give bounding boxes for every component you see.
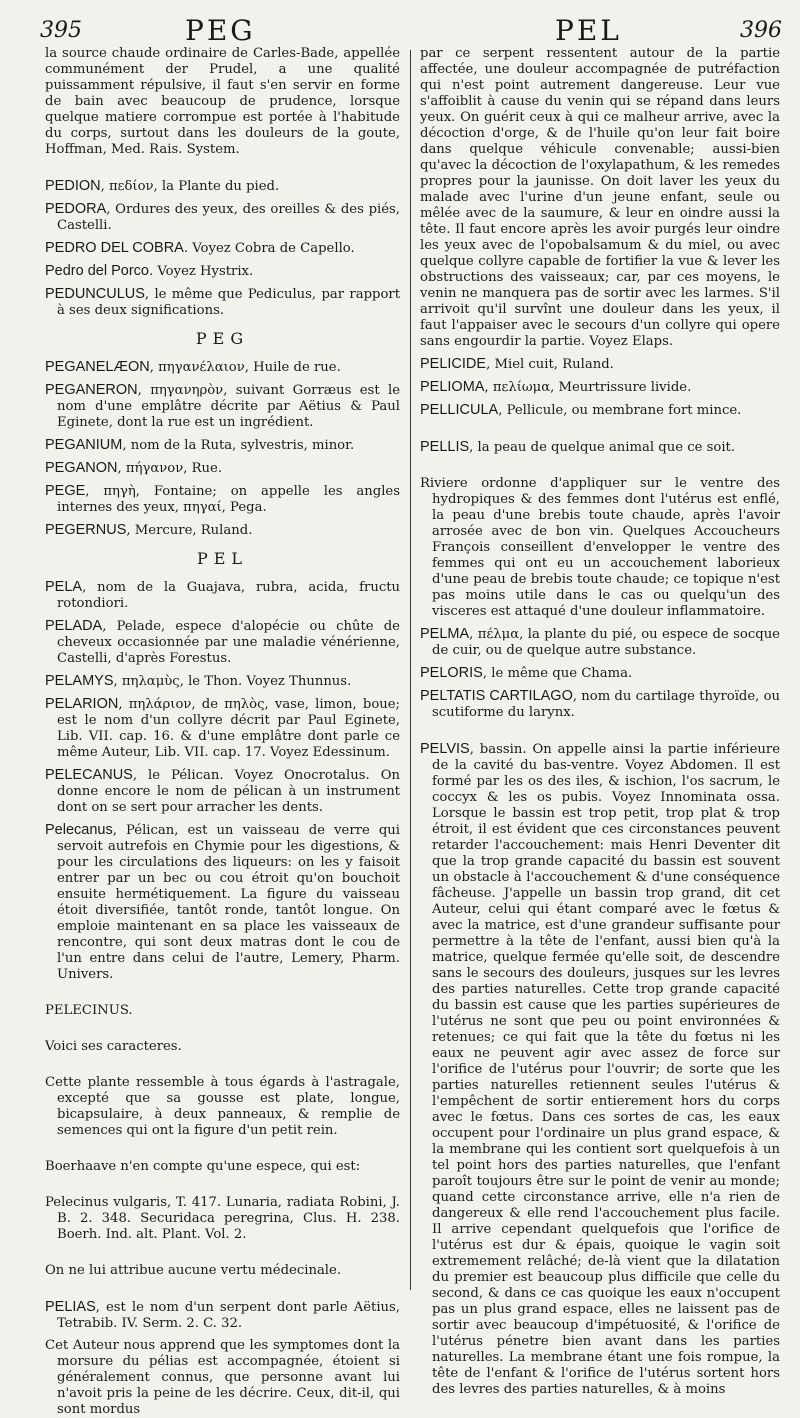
paragraph: Voici ses caracteres. bbox=[45, 1039, 182, 1054]
page-number-right: 396 bbox=[740, 18, 782, 43]
page-number-left: 395 bbox=[40, 18, 82, 43]
paragraph: PELECINUS. bbox=[45, 1003, 133, 1018]
entry-headword: PEGERNUS bbox=[45, 522, 127, 538]
entry-text: , πηγανηρὸν, suivant Gorræus est le nom d'une emplâtre décrite par Aëtius & Paul Eginete, dont la rue est un ingrédient. bbox=[57, 383, 400, 430]
entry-headword: PELLICULA bbox=[420, 402, 499, 418]
spacer bbox=[45, 1025, 400, 1039]
entry-text: Riviere ordonne d'appliquer sur le ventre des hydropiques & des femmes dont l'utérus est enflé, la peau d'une brebis toute chaude, après l'avoir arrosée avec de bon vin. Quelques Accoucheurs François conseillent d'envelopper le ventre des femmes qui ont eu un accouchement laborieux d'une peau de brebis toute chaude; ce topique n'est pas moins utile dans le cas ou quelqu'un des visceres est attaqué d'une douleur inflammatoire. bbox=[420, 476, 780, 619]
dictionary-entry bbox=[420, 439, 780, 456]
dictionary-entry bbox=[420, 665, 780, 682]
entry-headword: PELIOMA bbox=[420, 379, 485, 395]
entry-text: , la peau de quelque animal que ce soit. bbox=[469, 440, 736, 455]
dictionary-entry bbox=[45, 618, 400, 667]
spacer bbox=[45, 989, 400, 1003]
entry-headword: PELAMYS bbox=[45, 673, 114, 689]
dictionary-entry bbox=[45, 178, 400, 195]
entry-headword: PELMA bbox=[420, 626, 470, 642]
entry-headword: PEGE bbox=[45, 483, 86, 499]
dictionary-entry bbox=[45, 240, 400, 257]
entry-text: Cet Auteur nous apprend que les symptomes dont la morsure du pélias est accompagnée, étoient si généralement connus, que personne avant lui n'avoit pris la peine de les décrire. Ceux, dit-il, qui sont mordus bbox=[45, 1338, 400, 1417]
entry-headword: PELA bbox=[45, 579, 83, 595]
entry-headword: PEDORA bbox=[45, 201, 107, 217]
entry-text: , πηγὴ, Fontaine; on appelle les angles internes des yeux, πηγαί, Pega. bbox=[57, 484, 400, 515]
entry-headword: Pelecanus bbox=[45, 822, 113, 838]
dictionary-entry bbox=[45, 382, 400, 431]
right-column bbox=[420, 46, 780, 1397]
entry-headword: PEDUNCULUS bbox=[45, 286, 145, 302]
entry-text: , bassin. On appelle ainsi la partie inférieure de la cavité du bas-ventre. Voyez Abdomen. Il est formé par les os des iles, & ischion, l'os sacrum, le coccyx & les os pubis. Voyez Innominata ossa. Lorsque le bassin est trop petit, trop plat & trop étroit, il est évident que ces circonstances peuvent retarder l'accouchement: mais Henri Deventer dit que la trop grande capacité du bassin est souvent un obstacle à l'accouchement & d'une conséquence fâcheuse. J'appelle un bassin trop grand, dit cet Auteur, celui qui étant comparé avec le fœtus & avec la matrice, est d'une grandeur suffisante pour permettre à la tête de l'enfant, aussi bien qu'à la matrice, quelque fermée qu'elle soit, de descendre sans le secours des douleurs, jusques sur les levres des parties naturelles. Cette trop grande capacité du bassin est cause que les parties supérieures de l'utérus ne sont que peu ou point environnées & retenues; ce qui fait que la tête du fœtus ni les eaux ne peuvent agir avec assez de force sur l'orifice de l'utérus pour l'ouvrir; de sorte que les parties naturelles retiennent seules l'utérus & l'empêchent de sortir entierement hors du corps avec le fœtus. Dans ces sortes de cas, les eaux occupent pour l'ordinaire un plus grand espace, & la membrane qui les contient sort quelquefois à un tel point hors des parties naturelles, que l'enfant paroît toujours être sur le point de venir au monde; quand cette circonstance arrive, elle n'a rien de dangereux & elle rend l'accouchement plus facile. Il arrive cependant quelquefois que l'orifice de l'utérus est dur & épais, quoique le vagin soit extremement relâché; de-là vient que la dilatation du premier est beaucoup plus difficile que celle du second, & dans ce cas quoique les eaux n'occupent pas un plus grand espace, elles ne laissent pas de sortir avec beaucoup d'impétuosité, & l'orifice de l'utérus pénetre bien avant dans les parties naturelles. La membrane étant une fois rompue, la tête de l'enfant & l'orifice de l'utérus sortent hors des levres des parties naturelles, & à moins bbox=[432, 742, 780, 1397]
entry-text: , πηλάριον, de πηλὸς, vase, limon, boue; est le nom d'un collyre décrit par Paul Eginete, Lib. VII. cap. 16. & d'une emplâtre dont parle ce même Auteur, Lib. VII. cap. 17. Voyez Edessinum. bbox=[57, 697, 400, 760]
spacer bbox=[45, 164, 400, 178]
entry-headword: PELECANUS bbox=[45, 767, 133, 783]
spacer bbox=[45, 1181, 400, 1195]
entry-text: , πήγανον, Rue. bbox=[117, 461, 223, 476]
dictionary-entry bbox=[420, 476, 780, 620]
entry-headword: PEGANELÆON bbox=[45, 359, 150, 375]
section-heading: PEL bbox=[196, 549, 249, 568]
spacer bbox=[420, 727, 780, 741]
running-head-left: PEG bbox=[185, 14, 256, 47]
entry-headword: PEDION bbox=[45, 178, 101, 194]
spacer bbox=[45, 1145, 400, 1159]
entry-headword: PELADA bbox=[45, 618, 103, 634]
entry-headword: PELVIS bbox=[420, 741, 470, 757]
dictionary-entry bbox=[45, 1195, 400, 1243]
entry-headword: PEGANERON bbox=[45, 382, 138, 398]
dictionary-entry bbox=[45, 359, 400, 376]
spacer bbox=[45, 1285, 400, 1299]
entry-text: , πέλμα, la plante du pié, ou espece de socque de cuir, ou de quelque autre substance. bbox=[432, 627, 780, 658]
entry-text: . Voyez Hystrix. bbox=[148, 264, 254, 279]
entry-headword: PEGANON bbox=[45, 460, 118, 476]
section-heading: PEG bbox=[195, 329, 250, 348]
entry-headword: PELICIDE bbox=[420, 356, 487, 372]
dictionary-entry bbox=[45, 437, 400, 454]
dictionary-entry bbox=[45, 483, 400, 516]
dictionary-entry bbox=[420, 402, 780, 419]
paragraph: Boerhaave n'en compte qu'une espece, qui est: bbox=[45, 1159, 361, 1174]
entry-text: , le Pélican. Voyez Onocrotalus. On donne encore le nom de pélican à un instrument dont on se sert pour arracher les dents. bbox=[57, 768, 400, 815]
paragraph: la source chaude ordinaire de Carles-Bade, appellée communément der Prudel, a une qualité puissamment répulsive, il faut s'en servir en forme de bain avec beaucoup de prudence, lorsque quelque matiere corrompue est portée à l'habitude du corps, surtout dans les douleurs de la goute, Hoffman, Med. Rais. System. bbox=[45, 46, 400, 157]
dictionary-entry bbox=[45, 1075, 400, 1139]
entry-headword: PELIAS bbox=[45, 1299, 96, 1315]
spacer bbox=[45, 1249, 400, 1263]
column-divider bbox=[410, 50, 411, 1290]
spacer bbox=[420, 462, 780, 476]
dictionary-entry bbox=[45, 263, 400, 280]
dictionary-entry bbox=[45, 696, 400, 761]
entry-text: , est le nom d'un serpent dont parle Aëtius, Tetrabib. IV. Serm. 2. C. 32. bbox=[57, 1300, 400, 1331]
dictionary-entry bbox=[45, 286, 400, 319]
dictionary-entry bbox=[45, 673, 400, 690]
entry-text: , Mercure, Ruland. bbox=[126, 523, 253, 538]
entry-text: , nom du cartilage thyroïde, ou scutiforme du larynx. bbox=[432, 689, 780, 720]
entry-headword: PELLIS bbox=[420, 439, 470, 455]
spacer bbox=[45, 1061, 400, 1075]
entry-text: Pelecinus vulgaris, T. 417. Lunaria, radiata Robini, J. B. 2. 348. Securidaca peregrina, Clus. H. 238. Boerh. Ind. alt. Plant. Vol. 2. bbox=[45, 1195, 400, 1242]
paragraph: par ce serpent ressentent autour de la partie affectée, une douleur accompagnée de putréfaction qui n'est point autrement dangereuse. Leur vue s'affoiblit à cause du venin qui se répand dans leurs yeux. On guérit ceux à qui ce malheur arrive, avec la décoction d'orge, & de l'huile qu'on leur fait boire dans quelque véhicule convenable; aussi-bien qu'avec la décoction de l'oxylapathum, & les remedes propres pour la jaunisse. On doit laver les yeux du malade avec l'urine d'un jeune enfant, seule ou mêlée avec de la saumure, & leur en oindre aussi la tête. Il faut encore après les avoir purgés leur oindre les yeux avec de l'opobalsamum & du miel, ou avec quelque collyre capable de fortifier la vue & lever les obstructions des vaisseaux; car, par ces moyens, le venin ne manquera pas de sortir avec les larmes. S'il arrivoit qu'il survînt une douleur dans les yeux, il faut l'appaiser avec le secours d'un collyre qui opere sans engourdir la partie. Voyez Elaps. bbox=[420, 46, 780, 349]
spacer bbox=[420, 425, 780, 439]
dictionary-entry bbox=[420, 741, 780, 1398]
dictionary-entry bbox=[45, 579, 400, 612]
paragraph: On ne lui attribue aucune vertu médecinale. bbox=[45, 1263, 342, 1278]
entry-text: , πελίωμα, Meurtrissure livide. bbox=[484, 380, 692, 395]
entry-text: , πηγανέλαιον, Huile de rue. bbox=[149, 360, 341, 375]
entry-text: , le même que Chama. bbox=[482, 666, 633, 681]
dictionary-entry bbox=[420, 626, 780, 659]
dictionary-entry bbox=[45, 822, 400, 983]
entry-text: , nom de la Guajava, rubra, acida, fructu rotondiori. bbox=[57, 580, 400, 611]
entry-text: , Pélican, est un vaisseau de verre qui servoit autrefois en Chymie pour les digestions, & pour les circulations des liqueurs: on les y faisoit entrer par un bec ou cou étroit qu'on bouchoit ensuite hermétiquement. La figure du vaisseau étoit diversifiée, tantôt ronde, tantôt longue. On emploie maintenant en sa place les vaisseaux de rencontre, qui sont deux matras dont le cou de l'un entre dans celui de l'autre, Lemery, Pharm. Univers. bbox=[57, 823, 400, 982]
entry-headword: PEGANIUM bbox=[45, 437, 123, 453]
entry-text: . Voyez Cobra de Capello. bbox=[183, 241, 355, 256]
dictionary-entry bbox=[45, 460, 400, 477]
entry-text: , πεδίον, la Plante du pied. bbox=[100, 179, 280, 194]
entry-text: , Pelade, espece d'alopécie ou chûte de cheveux occasionnée par une maladie vénérienne, Castelli, d'après Forestus. bbox=[57, 619, 400, 666]
dictionary-entry bbox=[420, 688, 780, 721]
running-head-right: PEL bbox=[555, 14, 622, 47]
dictionary-entry bbox=[45, 1338, 400, 1418]
dictionary-entry bbox=[45, 201, 400, 234]
entry-headword: PELORIS bbox=[420, 665, 483, 681]
dictionary-entry bbox=[420, 356, 780, 373]
left-column bbox=[45, 46, 400, 1417]
entry-text: Cette plante ressemble à tous égards à l'astragale, excepté que sa gousse est plate, longue, bicapsulaire, à deux panneaux, & remplie de semences qui ont la figure d'un petit rein. bbox=[45, 1075, 400, 1138]
entry-text: , Ordures des yeux, des oreilles & des piés, Castelli. bbox=[57, 202, 400, 233]
entry-text: , le même que Pediculus, par rapport à ses deux significations. bbox=[57, 287, 400, 318]
dictionary-entry bbox=[45, 1299, 400, 1332]
dictionary-entry bbox=[45, 522, 400, 539]
entry-headword: PELTATIS CARTILAGO bbox=[420, 688, 573, 704]
dictionary-entry bbox=[45, 767, 400, 816]
entry-text: , Pellicule, ou membrane fort mince. bbox=[498, 403, 742, 418]
entry-text: , Miel cuit, Ruland. bbox=[486, 357, 614, 372]
entry-headword: Pedro del Porco bbox=[45, 263, 149, 279]
entry-text: , πηλαμὺς, le Thon. Voyez Thunnus. bbox=[113, 674, 352, 689]
dictionary-entry bbox=[420, 379, 780, 396]
entry-headword: PELARION bbox=[45, 696, 119, 712]
entry-text: , nom de la Ruta, sylvestris, minor. bbox=[122, 438, 355, 453]
entry-headword: PEDRO DEL COBRA bbox=[45, 240, 184, 256]
